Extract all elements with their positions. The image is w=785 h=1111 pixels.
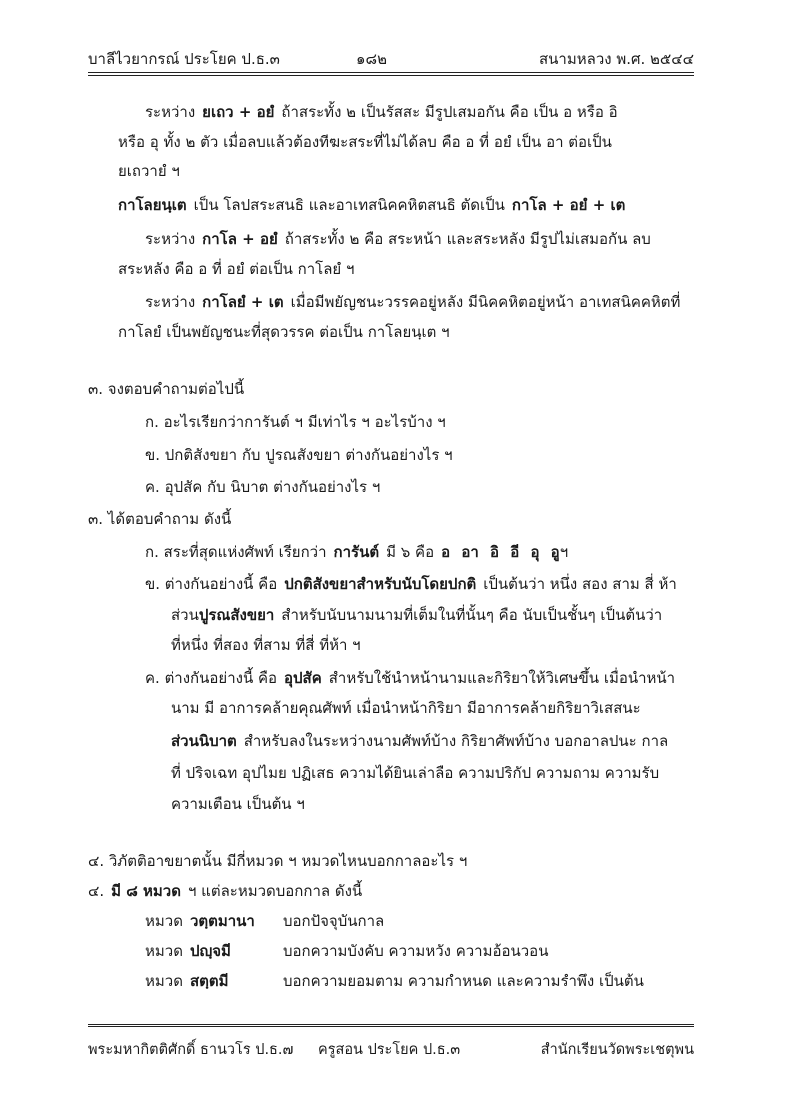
footer-rule (88, 1024, 694, 1027)
answer-heading: ๔. มี ๘ หมวด ฯ แต่ละหมวดบอกกาล ดังนี้ (88, 882, 363, 900)
answer-item: ข. ต่างกันอย่างนี้ คือ ปกติสังขยาสำหรับนับโดยปกติ เป็นต้นว่า หนึ่ง สอง สาม สี่ ห้า (145, 575, 677, 593)
footer-institution: สำนักเรียนวัดพระเชตุพน (540, 1042, 694, 1058)
category-row: หมวด ปญฺจมี (145, 942, 231, 960)
page-header (88, 46, 694, 72)
category-row: หมวด สตฺตมี (145, 972, 229, 990)
answer-heading: ๓. ได้ตอบคำถาม ดังนี้ (88, 510, 232, 528)
text-line: ความเตือน เป็นต้น ฯ (171, 795, 305, 813)
answer-item: ก. สระที่สุดแห่งศัพท์ เรียกว่า การันต์ มี ๖ คือ อ อา อิ อี อุ อูฯ (145, 543, 569, 561)
page-number: ๑๘๒ (356, 50, 387, 68)
text-line: ที่ ปริจเฉท อุปไมย ปฏิเสธ ความได้ยินเล่าลือ ความปริกัป ความถาม ความรับ (171, 764, 660, 782)
header-exam-year: สนามหลวง พ.ศ. ๒๕๔๔ (539, 50, 694, 68)
question-heading: ๔. วิภัตติอาขยาตนั้น มีกี่หมวด ฯ หมวดไหนบอกกาลอะไร ฯ (88, 852, 468, 870)
header-title: บาลีไวยากรณ์ ประโยค ป.ธ.๓ (88, 50, 280, 68)
text-line: กาโลยนฺเต เป็น โลปสระสนธิ และอาเทสนิคคหิตสนธิ ตัดเป็น กาโล + อยํ + เต (118, 196, 626, 214)
category-desc: บอกความยอมตาม ความกำหนด และความรำพึง เป็นต้น (283, 972, 644, 990)
text-line: ระหว่าง กาโล + อยํ ถ้าสระทั้ง ๒ คือ สระหน้า และสระหลัง มีรูปไม่เสมอกัน ลบ (145, 230, 651, 248)
answer-item: ค. ต่างกันอย่างนี้ คือ อุปสัค สำหรับใช้นำหน้านามและกิริยาให้วิเศษขึ้น เมื่อนำหน้า (145, 669, 676, 687)
page-footer (88, 1038, 694, 1062)
category-desc: บอกปัจจุบันกาล (283, 912, 385, 930)
category-row: หมวด วตฺตมานา (145, 912, 255, 930)
footer-role: ครูสอน ประโยค ป.ธ.๓ (318, 1042, 461, 1058)
category-desc: บอกความบังคับ ความหวัง ความอ้อนวอน (283, 942, 549, 960)
text-line: ส่วนปูรณสังขยา สำหรับนับนามนามที่เต็มในที่นั้นๆ คือ นับเป็นชั้นๆ เป็นต้นว่า (171, 606, 663, 624)
footer-author: พระมหากิตติศักดิ์ ธานวโร ป.ธ.๗ (88, 1042, 294, 1058)
question-heading: ๓. จงตอบคำถามต่อไปนี้ (88, 380, 245, 398)
header-rule (88, 72, 694, 73)
text-line: ยเถวายํ ฯ (118, 162, 180, 180)
text-line: สระหลัง คือ อ ที่ อยํ ต่อเป็น กาโลยํ ฯ (118, 260, 355, 278)
text-line: ระหว่าง ยเถว + อยํ ถ้าสระทั้ง ๒ เป็นรัสสะ มีรูปเสมอกัน คือ เป็น อ หรือ อิ (145, 103, 618, 121)
header-rule-double (88, 75, 694, 76)
text-line: นาม มี อาการคล้ายคุณศัพท์ เมื่อนำหน้ากิริยา มีอาการคล้ายกิริยาวิเสสนะ (171, 699, 641, 717)
text-line: กาโลยํ เป็นพยัญชนะที่สุดวรรค ต่อเป็น กาโลยนฺเต ฯ (118, 323, 450, 341)
text-line: ส่วนนิบาต สำหรับลงในระหว่างนามศัพท์บ้าง กิริยาศัพท์บ้าง บอกอาลปนะ กาล (171, 732, 669, 750)
question-item: ค. อุปสัค กับ นิบาต ต่างกันอย่างไร ฯ (145, 478, 381, 496)
text-line: หรือ อุ ทั้ง ๒ ตัว เมื่อลบแล้วต้องทีฆะสระที่ไม่ได้ลบ คือ อ ที่ อยํ เป็น อา ต่อเป็น (118, 133, 612, 151)
question-item: ก. อะไรเรียกว่าการันต์ ฯ มีเท่าไร ฯ อะไรบ้าง ฯ (145, 413, 446, 431)
question-item: ข. ปกติสังขยา กับ ปูรณสังขยา ต่างกันอย่างไร ฯ (145, 446, 453, 464)
text-line: ที่หนึ่ง ที่สอง ที่สาม ที่สี่ ที่ห้า ฯ (171, 636, 361, 654)
text-line: ระหว่าง กาโลยํ + เต เมื่อมีพยัญชนะวรรคอยู่หลัง มีนิคคหิตอยู่หน้า อาเทสนิคคหิตที่ (145, 293, 681, 311)
